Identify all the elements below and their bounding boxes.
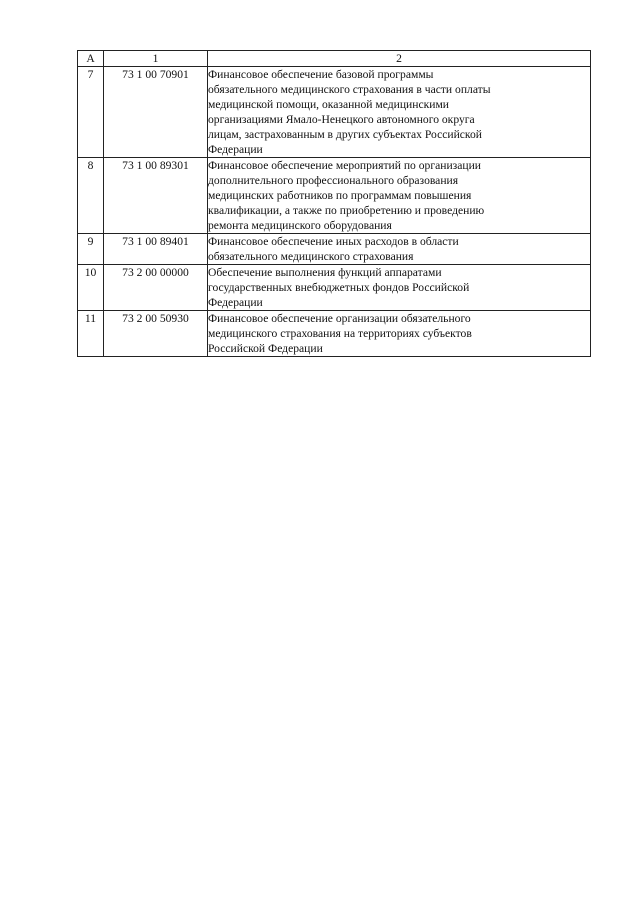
classification-code: 73 2 00 50930	[104, 311, 208, 357]
row-number: 10	[78, 265, 104, 311]
description-line: обязательного медицинского страхования	[208, 250, 414, 263]
classification-code: 73 1 00 89401	[104, 234, 208, 265]
description-line: лицам, застрахованным в других субъектах Российской	[208, 128, 482, 141]
header-row	[78, 51, 591, 67]
row-description	[208, 158, 591, 234]
description-line: обязательного медицинского страхования в части оплаты	[208, 83, 491, 96]
row-description	[208, 265, 591, 311]
description-line: Финансовое обеспечение иных расходов в области	[208, 235, 459, 248]
description-line: медицинской помощи, оказанной медицинскими	[208, 98, 449, 111]
row-description	[208, 67, 591, 158]
description-line: Финансовое обеспечение базовой программы	[208, 68, 434, 81]
row-description	[208, 311, 591, 357]
description-line: Федерации	[208, 143, 263, 156]
description-line: ремонта медицинского оборудования	[208, 219, 392, 232]
table-row	[78, 234, 591, 265]
row-number: 11	[78, 311, 104, 357]
row-description	[208, 234, 591, 265]
description-line: Финансовое обеспечение организации обязательного	[208, 312, 471, 325]
description-line: Обеспечение выполнения функций аппаратами	[208, 266, 442, 279]
classification-code: 73 1 00 89301	[104, 158, 208, 234]
table-row	[78, 311, 591, 357]
header-cell-2: 2	[208, 51, 591, 67]
header-cell-1: 1	[104, 51, 208, 67]
header-cell-a: А	[78, 51, 104, 67]
description-line: Финансовое обеспечение мероприятий по организации	[208, 159, 481, 172]
budget-classification-table	[77, 50, 591, 357]
table-row	[78, 67, 591, 158]
classification-code: 73 1 00 70901	[104, 67, 208, 158]
row-number: 7	[78, 67, 104, 158]
description-line: государственных внебюджетных фондов Российской	[208, 281, 470, 294]
description-line: Федерации	[208, 296, 263, 309]
description-line: медицинских работников по программам повышения	[208, 189, 472, 202]
row-number: 9	[78, 234, 104, 265]
description-line: Российской Федерации	[208, 342, 323, 355]
row-number: 8	[78, 158, 104, 234]
table-row	[78, 265, 591, 311]
table-row	[78, 158, 591, 234]
classification-code: 73 2 00 00000	[104, 265, 208, 311]
description-line: организациями Ямало-Ненецкого автономного округа	[208, 113, 475, 126]
description-line: медицинского страхования на территориях субъектов	[208, 327, 472, 340]
description-line: квалификации, а также по приобретению и проведению	[208, 204, 485, 217]
description-line: дополнительного профессионального образования	[208, 174, 459, 187]
